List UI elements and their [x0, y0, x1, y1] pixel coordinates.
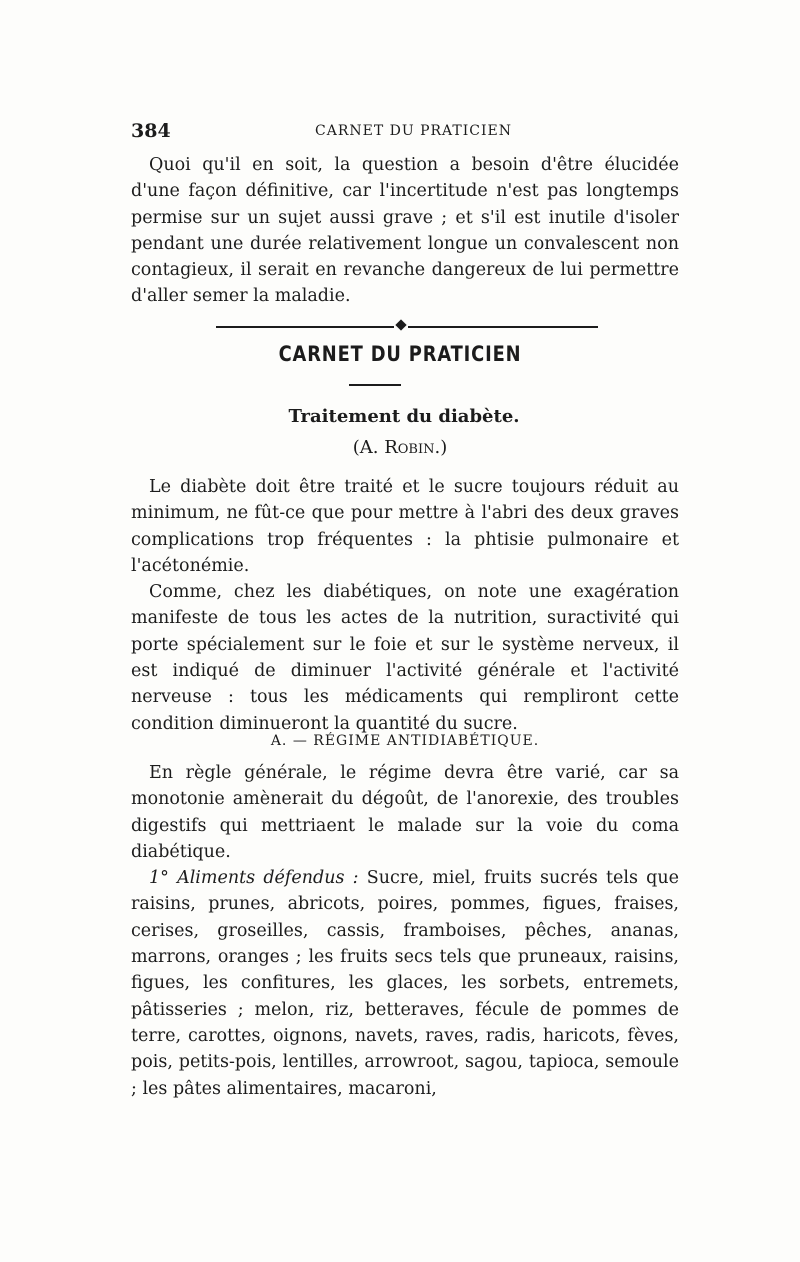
list-label: 1° Aliments défendus :: [149, 868, 359, 889]
intro-text: [131, 152, 679, 310]
author-close: .): [434, 437, 448, 458]
title-rule: [349, 384, 401, 386]
section-title: CARNET DU PRATICIEN: [278, 342, 522, 366]
body-text-2: [131, 760, 679, 1102]
list-text: Sucre, miel, fruits sucrés tels que raisins, prunes, abricots, poires, pommes, figues, fraises, cerises, groseilles, cassis, framboises, pêches, ananas, marrons, oranges ; les fruits secs tels que pruneaux, raisins, figues, les confitures, les glaces, les sorbets, entremets, pâtisseries ; melon, riz, betteraves, fécule de pommes de terre, carottes, oignons, navets, raves, radis, haricots, fèves, pois, petits-pois, lentilles, arrowroot, sagou, tapioca, semoule ; les pâtes alimentaires, macaroni,: [131, 868, 679, 1099]
author-open: (A.: [352, 437, 385, 458]
separator-diamond: [395, 319, 406, 330]
article-author: [0, 437, 800, 458]
paragraph-2: Comme, chez les diabétiques, on note une exagération manifeste de tous les actes de la nutrition, suractivité qui porte spécialement sur le foie et sur le système nerveux, il est indiqué de diminuer l'activité générale et l'activité nerveuse : tous les médicaments qui rempliront cette condition diminueront la quantité du sucre.: [131, 582, 679, 734]
author-name: Robin: [384, 437, 435, 458]
paragraph-4: [131, 865, 679, 1102]
separator-line-right: [408, 326, 598, 328]
subsection-title: A. — RÉGIME ANTIDIABÉTIQUE.: [270, 733, 540, 749]
running-title: CARNET DU PRATICIEN: [315, 123, 512, 139]
paragraph-3: En règle générale, le régime devra être varié, car sa monotonie amènerait du dégoût, de l'anorexie, des troubles digestifs qui mettriaent le malade sur la voie du coma diabétique.: [131, 763, 679, 862]
separator-line-left: [216, 326, 394, 328]
intro-paragraph: Quoi qu'il en soit, la question a besoin d'être élucidée d'une façon définitive, car l'incertitude n'est pas longtemps permise sur un sujet aussi grave ; et s'il est inutile d'isoler pendant une durée relativement longue un convalescent non contagieux, il serait en revanche dangereux de lui permettre d'aller semer la maladie.: [131, 155, 679, 307]
article-title: Traitement du diabète.: [288, 406, 520, 427]
running-head: [131, 120, 679, 144]
section-separator: [216, 324, 598, 330]
paragraph-1: Le diabète doit être traité et le sucre toujours réduit au minimum, ne fût-ce que pour mettre à l'abri des deux graves complications trop fréquentes : la phtisie pulmonaire et l'acétonémie.: [131, 477, 679, 576]
body-text-1: [131, 474, 679, 737]
page-number: 384: [131, 120, 171, 142]
